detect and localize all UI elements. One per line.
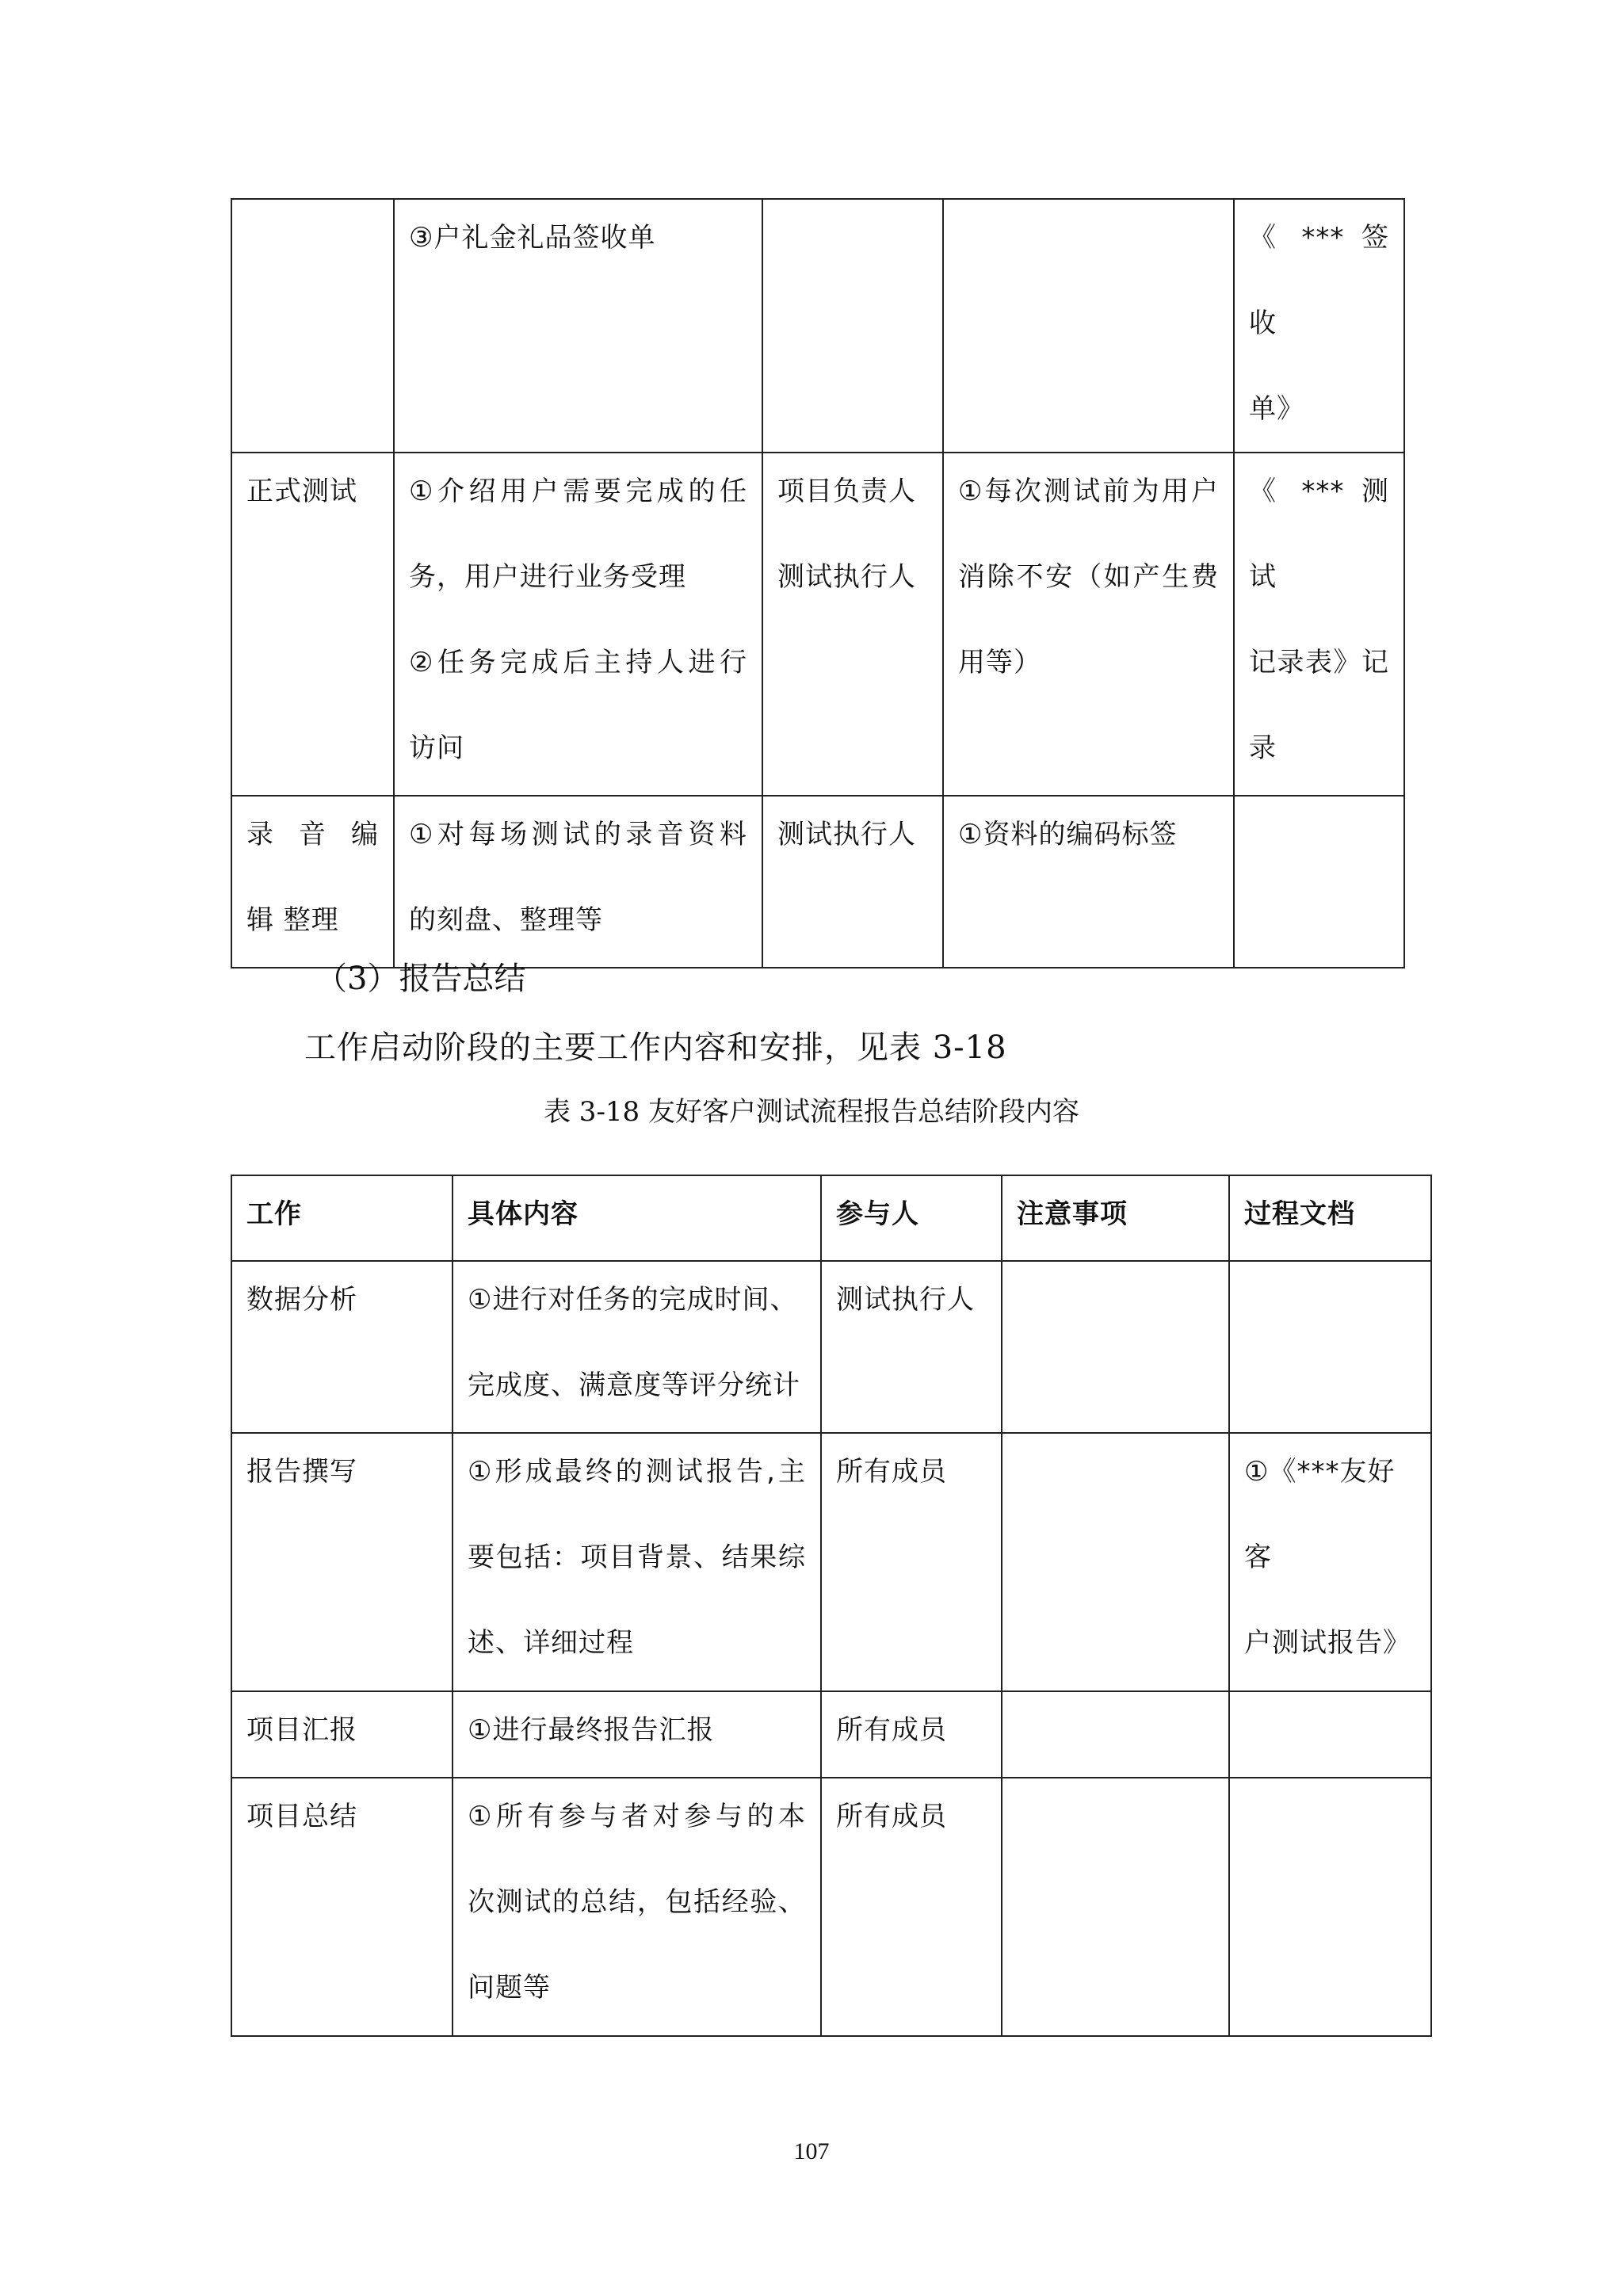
column-header: 参与人 [821,1175,1002,1261]
content-cell: ①进行最终报告汇报 [453,1691,821,1778]
work-cell: 正式测试 [231,453,394,796]
column-header: 注意事项 [1002,1175,1229,1261]
participants-cell: 测试执行人 [821,1261,1002,1433]
table-row [231,453,1404,796]
table-row [231,1778,1431,2036]
documents-cell [1229,1691,1431,1778]
table-row [231,796,1404,968]
notes-cell: ①资料的编码标签 [943,796,1234,968]
column-header: 具体内容 [453,1175,821,1261]
content-cell: ③户礼金礼品签收单 [394,199,762,453]
participants-cell: 所有成员 [821,1691,1002,1778]
table-row [231,1433,1431,1691]
continued-table [231,198,1405,968]
work-cell: 报告撰写 [231,1433,453,1691]
column-header: 过程文档 [1229,1175,1431,1261]
participants-cell: 所有成员 [821,1433,1002,1691]
documents-cell: ①《***友好客 户测试报告》 [1229,1433,1431,1691]
participants-cell: 所有成员 [821,1778,1002,2036]
notes-cell [1002,1691,1229,1778]
participants-cell [762,199,943,453]
content-cell: ①所有参与者对参与的本 次测试的总结，包括经验、 问题等 [453,1778,821,2036]
documents-cell: 《 *** 测 试 记录表》记 录 [1234,453,1404,796]
participants-cell: 项目负责人 测试执行人 [762,453,943,796]
table-row [231,1261,1431,1433]
documents-cell [1234,796,1404,968]
work-cell: 项目汇报 [231,1691,453,1778]
work-cell: 项目总结 [231,1778,453,2036]
content-cell: ①形成最终的测试报告,主 要包括：项目背景、结果综 述、详细过程 [453,1433,821,1691]
notes-cell [943,199,1234,453]
section-paragraph: 工作启动阶段的主要工作内容和安排，见表 3-18 [304,1030,1007,1066]
notes-cell: ①每次测试前为用户 消除不安（如产生费 用等） [943,453,1234,796]
documents-cell: 《 *** 签 收 单》 [1234,199,1404,453]
content-cell: ①介绍用户需要完成的任 务，用户进行业务受理 ②任务完成后主持人进行 访问 [394,453,762,796]
section-heading: （3）报告总结 [315,961,526,997]
work-cell [231,199,394,453]
work-cell: 数据分析 [231,1261,453,1433]
table-caption: 表 3-18 友好客户测试流程报告总结阶段内容 [544,1096,1079,1128]
page-number: 107 [793,2138,830,2164]
participants-cell: 测试执行人 [762,796,943,968]
table-row [231,199,1404,453]
notes-cell [1002,1778,1229,2036]
content-cell: ①对每场测试的录音资料 的刻盘、整理等 [394,796,762,968]
table-row [231,1691,1431,1778]
documents-cell [1229,1261,1431,1433]
column-header: 工作 [231,1175,453,1261]
notes-cell [1002,1433,1229,1691]
notes-cell [1002,1261,1229,1433]
table-header-row [231,1175,1431,1261]
work-cell: 录 音 编 辑 整理 [231,796,394,968]
content-cell: ①进行对任务的完成时间、 完成度、满意度等评分统计 [453,1261,821,1433]
documents-cell [1229,1778,1431,2036]
report-summary-table [231,1175,1432,2037]
